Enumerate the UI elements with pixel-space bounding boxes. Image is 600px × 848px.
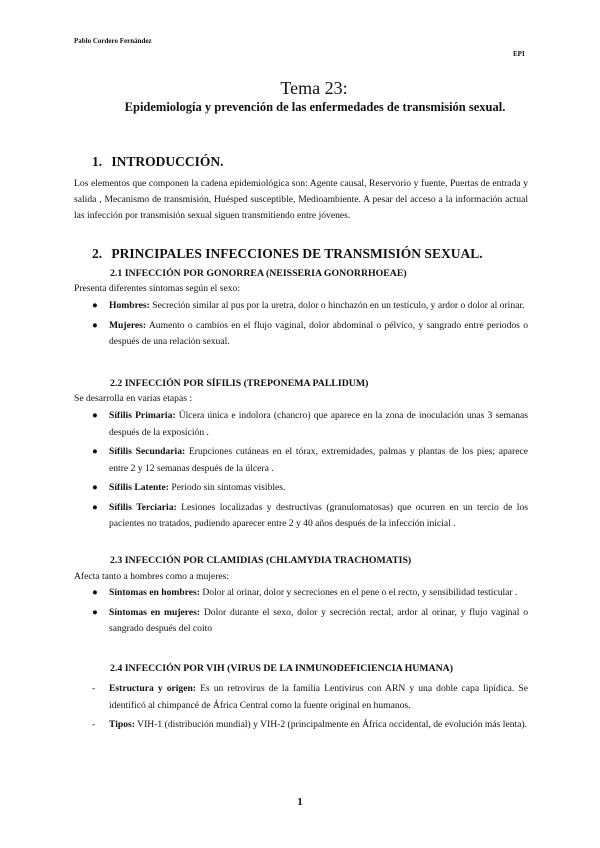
item-term: Mujeres: xyxy=(109,319,147,331)
dash-icon: - xyxy=(92,719,96,730)
list-sifilis xyxy=(92,408,528,536)
section-heading-introduccion xyxy=(92,154,224,170)
list-item xyxy=(92,585,528,602)
item-term: Síntomas en hombres: xyxy=(109,587,200,598)
section-title: PRINCIPALES INFECCIONES DE TRANSMISIÓN SEXUAL. xyxy=(111,246,483,261)
section-heading-principales-infecciones xyxy=(92,246,483,262)
list-item xyxy=(92,480,528,497)
item-term: Sífilis Primaria: xyxy=(109,410,176,421)
bullet-icon: ● xyxy=(92,482,98,493)
bullet-icon: ● xyxy=(92,606,98,618)
subsection-heading-gonorrea: 2.1 INFECCIÓN POR GONORREA (NEISSERIA GONORRHOEAE) xyxy=(110,268,407,279)
list-gonorrea xyxy=(92,298,528,354)
item-text: VIH-1 (distribución mundial) y VIH-2 (principalmente en África occidental, de evolución más lenta). xyxy=(134,719,528,730)
list-item xyxy=(92,717,528,734)
section-title: INTRODUCCIÓN. xyxy=(111,154,224,169)
subsection-lead-gonorrea: Presenta diferentes síntomas según el sexo: xyxy=(74,283,240,294)
bullet-icon: ● xyxy=(92,300,98,311)
item-text: Es un retrovirus de la familia Lentivirus con ARN y una doble capa lipídica. Se identificó al chimpancé de África Central como la fuente original en humanos. xyxy=(109,683,528,711)
item-text: Secreción similar al pus por la uretra, dolor o hinchazón en un testículo, y ardor o dolor al orinar. xyxy=(149,300,525,311)
page-title: Tema 23: xyxy=(280,78,348,98)
item-text: Dolor al orinar, dolor y secreciones en el pene o el recto, y sensibilidad testicular . xyxy=(199,587,518,598)
item-text: Erupciones cutáneas en el tórax, extremidades, palmas y plantas de los pies; aparece entre 2 y 12 semanas después de la úlcera . xyxy=(109,446,528,474)
page-subtitle: Epidemiología y prevención de las enfermedades de transmisión sexual. xyxy=(124,100,506,114)
item-text: Dolor durante el sexo, dolor y secreción rectal, ardor al orinar, y flujo vaginal o sangrado después del coito xyxy=(109,606,528,634)
bullet-icon: ● xyxy=(92,319,98,331)
bullet-icon: ● xyxy=(92,501,98,513)
bullet-icon: ● xyxy=(92,446,98,457)
bullet-icon: ● xyxy=(92,587,98,598)
section-number: 1. xyxy=(92,154,103,169)
list-item xyxy=(92,681,528,714)
list-item xyxy=(92,318,528,351)
subsection-lead-clamidias: Afecta tanto a hombres como a mujeres: xyxy=(74,571,230,582)
list-item xyxy=(92,605,528,638)
item-term: Estructura y origen: xyxy=(109,683,197,694)
page-number: 1 xyxy=(297,796,303,808)
item-term: Sífilis Secundaria: xyxy=(109,446,186,457)
item-term: Tipos: xyxy=(109,719,135,730)
header-tag: EPI xyxy=(513,50,525,58)
section-number: 2. xyxy=(92,246,103,261)
subsection-heading-sifilis: 2.2 INFECCIÓN POR SÍFILIS (TREPONEMA PALLIDUM) xyxy=(110,378,369,389)
list-clamidias xyxy=(92,585,528,641)
list-item xyxy=(92,500,528,533)
list-item xyxy=(92,444,528,477)
item-text: Aumento o cambios en el flujo vaginal, dolor abdominal o pélvico, y sangrado entre periodos o después de una relación sexual. xyxy=(109,319,528,347)
list-vih xyxy=(92,681,528,737)
item-text: Lesiones localizadas y destructivas (granulomatosas) que ocurren en un tercio de los pacientes no tratados, pudiendo aparecer entre 2 y 40 años después de la infección inicial . xyxy=(109,501,529,529)
item-text: Periodo sin síntomas visibles. xyxy=(168,482,286,493)
item-term: Sífilis Latente: xyxy=(109,482,169,493)
subsection-lead-sifilis: Se desarrolla en varias etapas : xyxy=(74,393,193,404)
dash-icon: - xyxy=(92,683,96,694)
subsection-heading-vih: 2.4 INFECCIÓN POR VIH (VIRUS DE LA INMUNODEFICIENCIA HUMANA) xyxy=(110,663,454,674)
item-term: Sífilis Terciaria: xyxy=(109,501,177,513)
list-item xyxy=(92,298,528,315)
subsection-heading-clamidias: 2.3 INFECCIÓN POR CLAMIDIAS (CHLAMYDIA TRACHOMATIS) xyxy=(110,555,412,566)
list-item xyxy=(92,408,528,441)
intro-paragraph: Los elementos que componen la cadena epidemiológica son: Agente causal, Reservorio y fuente, Puertas de entrada y salida , Mecanismo de transmisión, Huésped susceptible, Medioambiente. A pesar del acceso a la información actual las infección por transmisión sexual siguen transmitiendo entre jóvenes. xyxy=(74,178,528,221)
item-term: Síntomas en mujeres: xyxy=(109,606,201,618)
item-text: Úlcera única e indolora (chancro) que aparece en la zona de inoculación unas 3 semanas después de la exposición . xyxy=(109,410,528,438)
item-term: Hombres: xyxy=(109,300,150,311)
header-author: Pablo Cordero Fernández xyxy=(74,37,152,45)
bullet-icon: ● xyxy=(92,410,98,421)
